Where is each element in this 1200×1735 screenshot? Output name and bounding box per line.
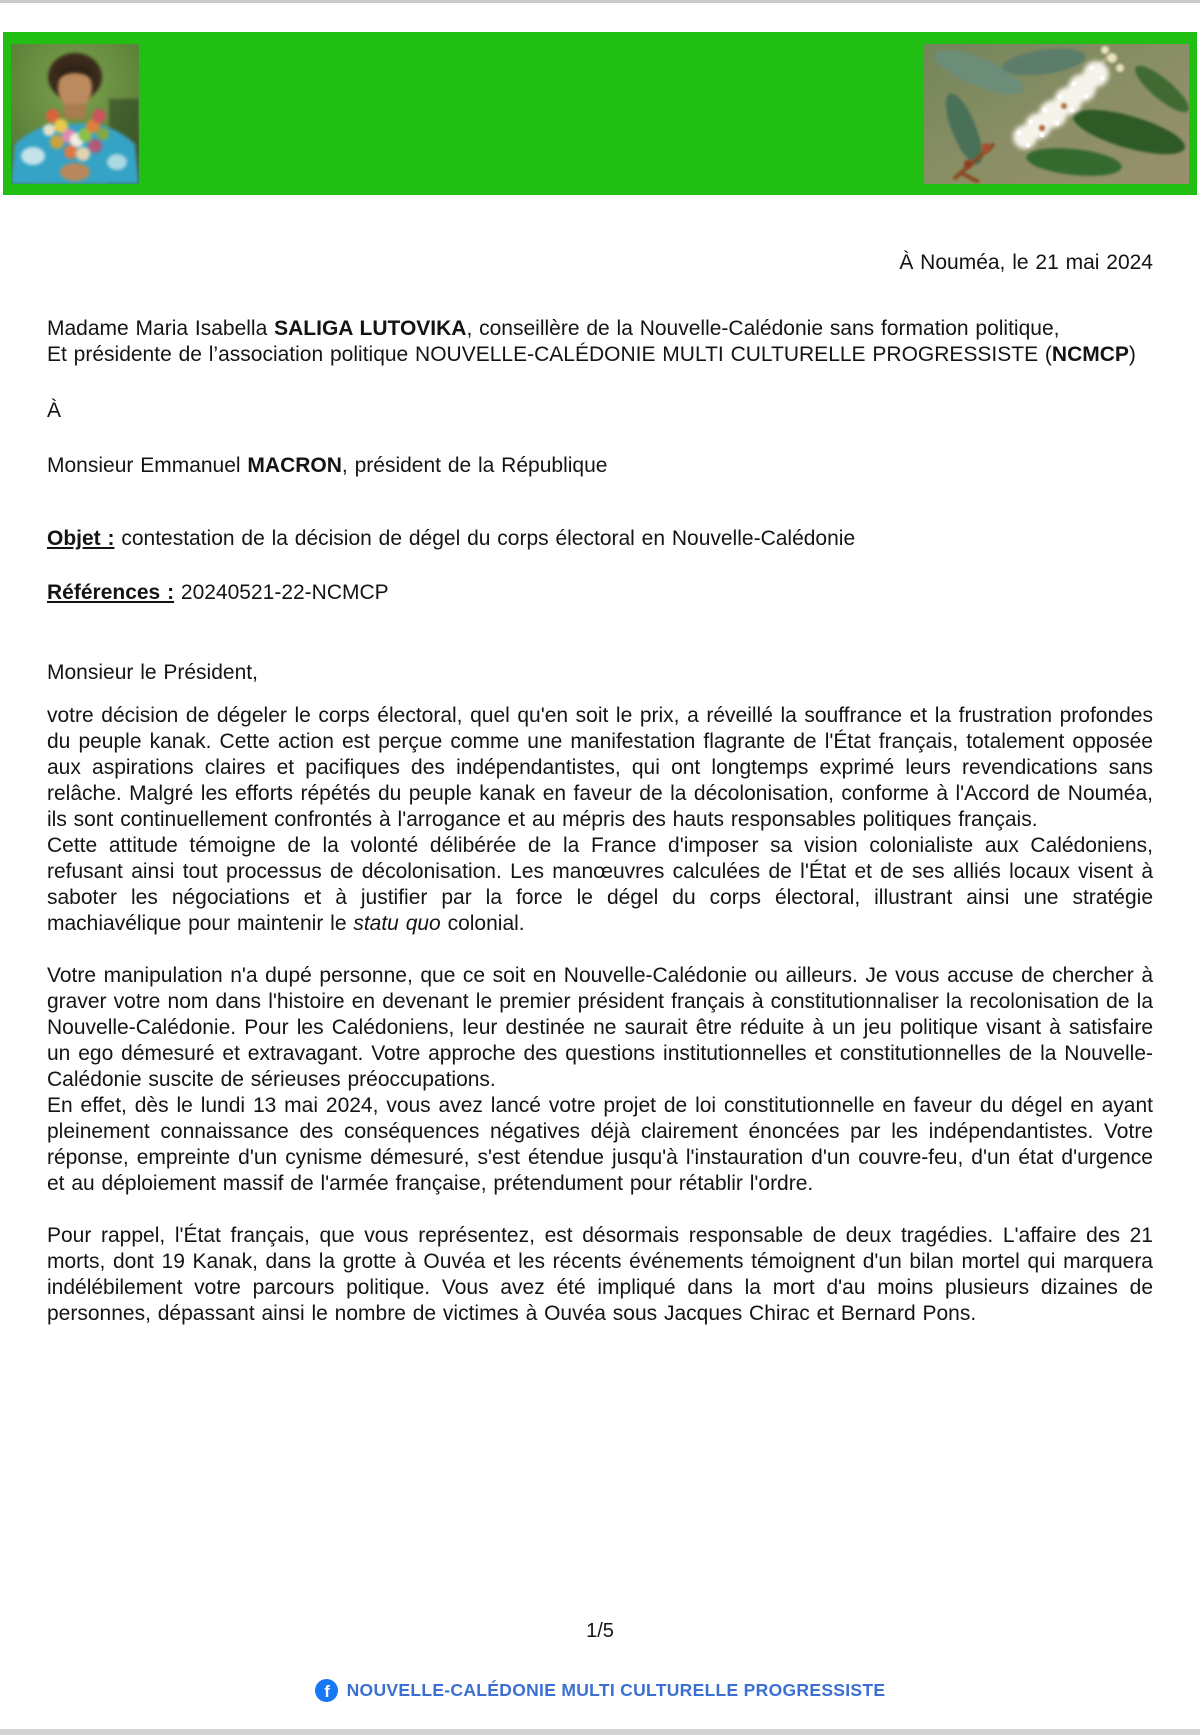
portrait-photo [11, 44, 139, 184]
paragraph-2-part-1: Votre manipulation n'a dupé personne, que ce soit en Nouvelle-Calédonie ou ailleurs. Je vous accuse de chercher à graver votre nom dans l'histoire en devenant le premier président français à constitutionnaliser la recolonisation de la Nouvelle-Calédonie. Pour les Calédoniens, leur destinée ne saurait être réduite à un jeu politique visant à satisfaire un ego démesuré et extravagant. Votre approche des questions institutionnelles et constitutionnelles de la Nouvelle-Calédonie suscite de sérieuses préoccupations. [47, 964, 1153, 1091]
recipient-text-pre: Monsieur Emmanuel [47, 454, 248, 477]
facebook-icon [315, 1679, 338, 1702]
association-text-pre: Et présidente de l’association politique NOUVELLE-CALÉDONIE MULTI CULTURELLE PROGRESSISTE ( [47, 343, 1052, 366]
plant-photo [924, 44, 1189, 184]
paragraph-2 [47, 963, 1153, 1197]
page-number: 1/5 [586, 1620, 614, 1642]
date-line: À Nouméa, le 21 mai 2024 [899, 251, 1153, 274]
facebook-link[interactable] [0, 1679, 1200, 1702]
sender-block [47, 316, 1153, 368]
references-label: Références : [47, 581, 175, 604]
sender-text-pre: Madame Maria Isabella [47, 317, 275, 340]
latin-phrase: statu quo [353, 912, 441, 935]
paragraph-1-part-1: votre décision de dégeler le corps électoral, quel qu'en soit le prix, a réveillé la souffrance et la frustration profondes du peuple kanak. Cette action est perçue comme une manifestation flagrante de l'État français, totalement opposée aux aspirations claires et pacifiques des indépendantistes, qui ont longtemps exprimé leurs revendications sans relâche. Malgré les efforts répétés du peuple kanak en faveur de la décolonisation, conforme à l'Accord de Nouméa, ils sont continuellement confrontés à l'arrogance et au mépris des hauts responsables politiques français. [47, 704, 1153, 831]
salutation: Monsieur le Président, [47, 661, 258, 684]
subject-label: Objet : [47, 527, 115, 550]
subject-text: contestation de la décision de dégel du corps électoral en Nouvelle-Calédonie [114, 527, 856, 550]
paragraph-1 [47, 703, 1153, 937]
recipient-text-post: , président de la République [341, 454, 608, 477]
facebook-link-label: NOUVELLE-CALÉDONIE MULTI CULTURELLE PROGRESSISTE [346, 1680, 886, 1700]
paragraph-3: Pour rappel, l'État français, que vous représentez, est désormais responsable de deux tragédies. L'affaire des 21 morts, dont 19 Kanak, dans la grotte à Ouvéa et les récents événements témoignent d'un bilan mortel qui marquera indélébilement votre parcours politique. Vous avez été impliqué dans la mort d'au moins plusieurs dizaines de personnes, dépassant ainsi le nombre de victimes à Ouvéa sous Jacques Chirac et Bernard Pons. [47, 1224, 1153, 1325]
facebook-icon-glyph: f [324, 1682, 330, 1701]
references-line [47, 580, 1153, 606]
paragraph-2-part-2: En effet, dès le lundi 13 mai 2024, vous avez lancé votre projet de loi constitutionnelle en faveur du dégel en ayant pleinement connaissance des conséquences négatives déjà clairement énoncées par les indépendantistes. Votre réponse, empreinte d'un cynisme démesuré, s'est étendue jusqu'à l'instauration d'un couvre-feu, d'un état d'urgence et au déploiement massif de l'armée française, prétendument pour rétablir l'ordre. [47, 1094, 1153, 1195]
to-label: À [47, 399, 62, 422]
sender-name: SALIGA LUTOVIKA [274, 317, 467, 340]
sender-text-post: , conseillère de la Nouvelle-Calédonie sans formation politique, [466, 317, 1060, 340]
recipient-name: MACRON [247, 454, 342, 477]
subject-line [47, 526, 1153, 552]
recipient-line [47, 453, 1153, 479]
association-text-post: ) [1128, 343, 1136, 366]
references-text: 20240521-22-NCMCP [174, 581, 389, 604]
paragraph-1-part-2: Cette attitude témoigne de la volonté délibérée de la France d'imposer sa vision colonialiste aux Calédoniens, refusant ainsi tout processus de décolonisation. Les manœuvres calculées de l'État et de ses alliés locaux visent à saboter les négociations et à justifier par la force le dégel du corps électoral, illustrant ainsi une stratégie machiavélique pour maintenir le statu quo colonial. [47, 834, 1153, 935]
association-acronym: NCMCP [1051, 343, 1129, 366]
page-bottom-edge [0, 1729, 1200, 1735]
letter-body [0, 250, 1200, 1327]
header-banner [3, 32, 1197, 195]
page-top-edge [0, 0, 1200, 3]
